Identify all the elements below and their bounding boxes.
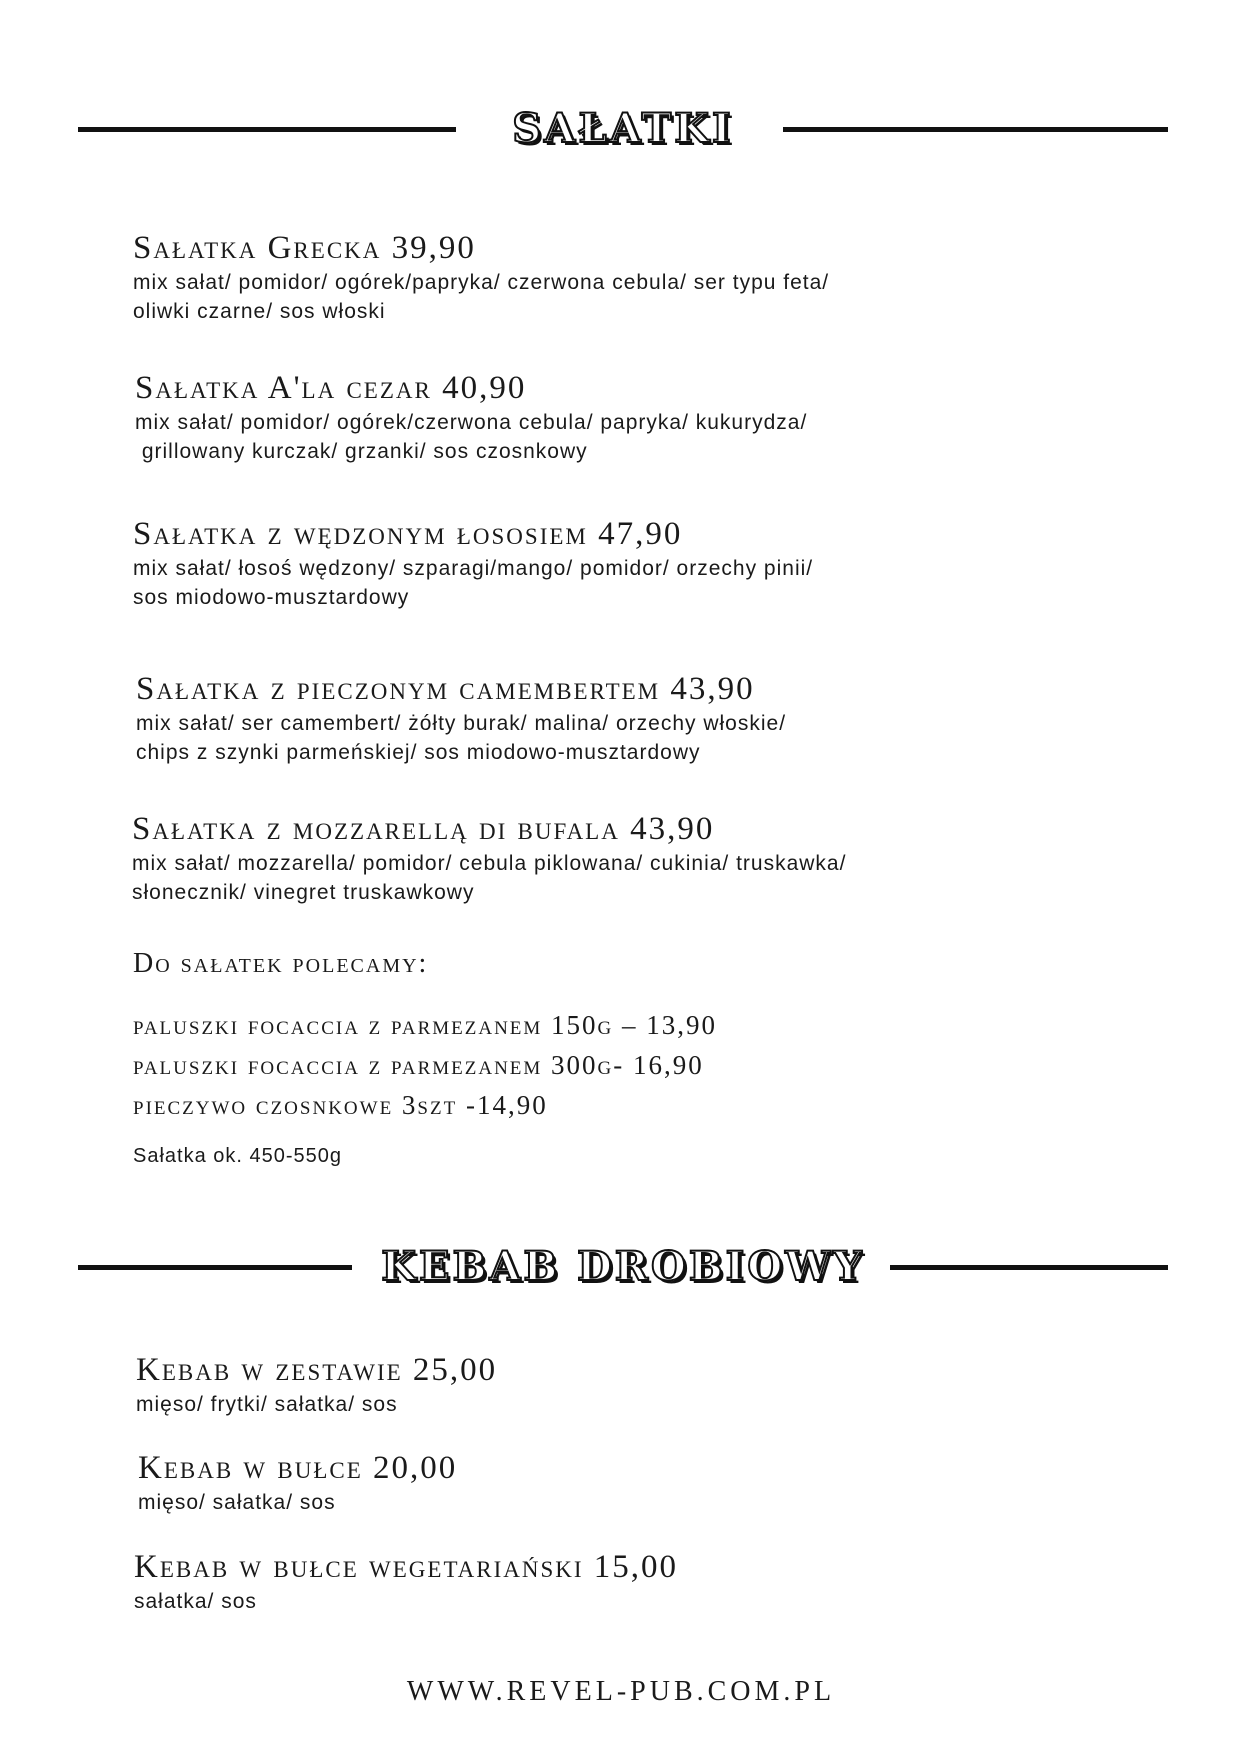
item-title: Sałatka z pieczonym camembertem 43,90 bbox=[136, 671, 755, 707]
kebab-title: KEBAB DROBIOWY bbox=[381, 1243, 865, 1290]
item-desc: słonecznik/ vinegret truskawkowy bbox=[132, 881, 475, 904]
salads-section-header bbox=[78, 99, 1168, 159]
item-title: Sałatka A'la cezar 40,90 bbox=[135, 370, 527, 406]
item-title: Sałatka Grecka 39,90 bbox=[133, 230, 476, 266]
menu-item-kebab-bun bbox=[138, 1448, 457, 1517]
menu-item-salad-camembert bbox=[136, 669, 786, 767]
menu-item-kebab-vegetarian bbox=[134, 1547, 678, 1616]
item-desc: mix sałat/ pomidor/ ogórek/czerwona cebula/ papryka/ kukurydza/ bbox=[135, 411, 808, 434]
recommend-item: pieczywo czosnkowe 3szt -14,90 bbox=[133, 1090, 548, 1120]
item-desc: sałatka/ sos bbox=[134, 1590, 257, 1613]
recommend-title: Do sałatek polecamy: bbox=[133, 948, 429, 979]
item-title: Sałatka z wędzonym łososiem 47,90 bbox=[133, 516, 683, 552]
menu-item-kebab-set bbox=[136, 1350, 497, 1419]
item-title: Kebab w bułce 20,00 bbox=[138, 1450, 458, 1486]
menu-item-salad-caesar bbox=[135, 368, 807, 466]
salad-weight-note: Sałatka ok. 450-550g bbox=[133, 1145, 343, 1167]
recommend-list bbox=[133, 1005, 717, 1125]
item-desc: grillowany kurczak/ grzanki/ sos czosnkowy bbox=[135, 440, 588, 463]
item-desc: mix sałat/ pomidor/ ogórek/papryka/ czerwona cebula/ ser typu feta/ bbox=[133, 271, 830, 294]
recommend-item: paluszki focaccia z parmezanem 300g- 16,90 bbox=[133, 1050, 704, 1080]
menu-item-salad-salmon bbox=[133, 514, 813, 612]
item-desc: oliwki czarne/ sos włoski bbox=[133, 300, 386, 323]
menu-item-salad-greek bbox=[133, 228, 829, 326]
recommend-item: paluszki focaccia z parmezanem 150g – 13,90 bbox=[133, 1010, 718, 1040]
item-desc: mix sałat/ ser camembert/ żółty burak/ malina/ orzechy włoskie/ bbox=[136, 712, 787, 735]
salads-title: SAŁATKI bbox=[512, 105, 734, 152]
website-footer: WWW.REVEL-PUB.COM.PL bbox=[406, 1676, 836, 1707]
item-title: Sałatka z mozzarellą di bufala 43,90 bbox=[132, 811, 715, 847]
item-title: Kebab w bułce wegetariański 15,00 bbox=[134, 1549, 679, 1585]
menu-item-salad-mozzarella bbox=[132, 809, 846, 907]
kebab-section-header bbox=[78, 1237, 1168, 1297]
item-desc: mix sałat/ łosoś wędzony/ szparagi/mango/ pomidor/ orzechy pinii/ bbox=[133, 557, 814, 580]
item-desc: chips z szynki parmeńskiej/ sos miodowo-musztardowy bbox=[136, 741, 701, 764]
item-desc: mięso/ frytki/ sałatka/ sos bbox=[136, 1393, 398, 1416]
item-desc: mix sałat/ mozzarella/ pomidor/ cebula piklowana/ cukinia/ truskawka/ bbox=[132, 852, 847, 875]
item-desc: sos miodowo-musztardowy bbox=[133, 586, 410, 609]
item-desc: mięso/ sałatka/ sos bbox=[138, 1491, 336, 1514]
item-title: Kebab w zestawie 25,00 bbox=[136, 1352, 498, 1388]
